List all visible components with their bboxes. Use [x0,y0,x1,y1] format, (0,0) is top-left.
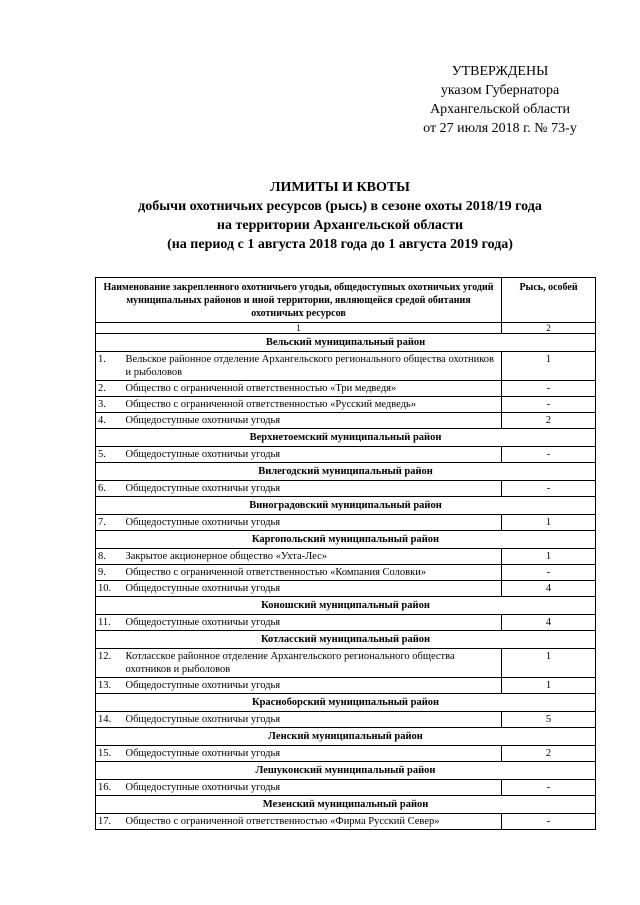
table-row [96,746,596,762]
hunting-ground-name: Общедоступные охотничьи угодья [122,712,502,728]
district-row [96,429,596,447]
hunting-ground-name: Общедоступные охотничьи угодья [122,515,502,531]
lynx-quota-value: 1 [502,352,596,381]
lynx-quota-value: 4 [502,581,596,597]
row-number: 16. [96,780,122,796]
approval-line-4: от 27 июля 2018 г. № 73-у [423,121,577,136]
row-number: 1. [96,352,122,381]
district-row [96,728,596,746]
row-number: 12. [96,649,122,678]
district-name: Котласский муниципальный район [96,631,596,649]
lynx-quota-value: 1 [502,515,596,531]
table-row [96,549,596,565]
lynx-quota-value: 5 [502,712,596,728]
district-name: Лешуконский муниципальный район [96,762,596,780]
header-value-cell: Рысь, особей [502,278,596,323]
table-row [96,515,596,531]
row-number: 14. [96,712,122,728]
row-number: 9. [96,565,122,581]
row-number: 3. [96,397,122,413]
lynx-quota-value: 1 [502,678,596,694]
row-number: 13. [96,678,122,694]
district-row [96,631,596,649]
table-row [96,352,596,381]
district-name: Ленский муниципальный район [96,728,596,746]
lynx-quota-value: 2 [502,746,596,762]
row-number: 7. [96,515,122,531]
hunting-ground-name: Котласское районное отделение Архангельского регионального общества охотников и рыболовов [122,649,502,678]
hunting-ground-name: Общедоступные охотничьи угодья [122,746,502,762]
hunting-ground-name: Общедоступные охотничьи угодья [122,615,502,631]
table-row [96,381,596,397]
district-row [96,762,596,780]
district-name: Виноградовский муниципальный район [96,497,596,515]
district-row [96,497,596,515]
row-number: 4. [96,413,122,429]
lynx-quota-value: - [502,814,596,830]
limits-table [95,277,596,830]
lynx-quota-value: - [502,447,596,463]
document-heading [60,178,620,254]
lynx-quota-value: - [502,780,596,796]
hunting-ground-name: Вельское районное отделение Архангельского регионального общества охотников и рыболовов [122,352,502,381]
table-header-row [96,278,596,323]
district-name: Красноборский муниципальный район [96,694,596,712]
table-row [96,814,596,830]
heading-title: ЛИМИТЫ И КВОТЫ [270,180,410,195]
hunting-ground-name: Общедоступные охотничьи угодья [122,413,502,429]
district-name: Коношский муниципальный район [96,597,596,615]
table-row [96,678,596,694]
district-row [96,694,596,712]
row-number: 8. [96,549,122,565]
lynx-quota-value: - [502,397,596,413]
table-row [96,413,596,429]
hunting-ground-name: Общедоступные охотничьи угодья [122,678,502,694]
district-row [96,796,596,814]
table-row [96,712,596,728]
district-name: Верхнетоемский муниципальный район [96,429,596,447]
district-name: Мезенский муниципальный район [96,796,596,814]
table-body [96,334,596,830]
hunting-ground-name: Общедоступные охотничьи угодья [122,780,502,796]
district-name: Вилегодский муниципальный район [96,463,596,481]
lynx-quota-value: - [502,481,596,497]
district-row [96,463,596,481]
approval-line-2: указом Губернатора [440,83,560,98]
row-number: 10. [96,581,122,597]
approval-block [380,62,620,138]
hunting-ground-name: Общество с ограниченной ответственностью «Компания Соловки» [122,565,502,581]
row-number: 11. [96,615,122,631]
heading-line-4: (на период с 1 августа 2018 года до 1 августа 2019 года) [167,237,513,252]
hunting-ground-name: Общество с ограниченной ответственностью «Три медведя» [122,381,502,397]
column-index-row [96,323,596,334]
district-name: Каргопольский муниципальный район [96,531,596,549]
table-row [96,581,596,597]
lynx-quota-value: 1 [502,549,596,565]
district-row [96,334,596,352]
lynx-quota-value: - [502,565,596,581]
lynx-quota-value: - [502,381,596,397]
heading-line-3: на территории Архангельской области [216,218,464,233]
lynx-quota-value: 4 [502,615,596,631]
hunting-ground-name: Общедоступные охотничьи угодья [122,581,502,597]
table-row [96,397,596,413]
district-row [96,531,596,549]
lynx-quota-value: 1 [502,649,596,678]
hunting-ground-name: Общество с ограниченной ответственностью «Фирма Русский Север» [122,814,502,830]
row-number: 6. [96,481,122,497]
row-number: 2. [96,381,122,397]
header-name-cell: Наименование закрепленного охотничьего угодья, общедоступных охотничьих угодий муниципальных районов и иной территории, являющейся средой обитания охотничьих ресурсов [96,278,502,323]
approval-line-3: Архангельской области [430,102,570,117]
approval-line-1: УТВЕРЖДЕНЫ [451,64,549,79]
table-row [96,565,596,581]
district-name: Вельский муниципальный район [96,334,596,352]
row-number: 17. [96,814,122,830]
heading-line-2: добычи охотничьих ресурсов (рысь) в сезоне охоты 2018/19 года [138,199,542,214]
lynx-quota-value: 2 [502,413,596,429]
table-row [96,649,596,678]
table-row [96,447,596,463]
hunting-ground-name: Общедоступные охотничьи угодья [122,481,502,497]
table-row [96,780,596,796]
table-row [96,481,596,497]
column-index-1: 1 [96,323,502,334]
row-number: 15. [96,746,122,762]
hunting-ground-name: Общество с ограниченной ответственностью «Русский медведь» [122,397,502,413]
hunting-ground-name: Общедоступные охотничьи угодья [122,447,502,463]
district-row [96,597,596,615]
column-index-2: 2 [502,323,596,334]
row-number: 5. [96,447,122,463]
hunting-ground-name: Закрытое акционерное общество «Ухта-Лес» [122,549,502,565]
table-row [96,615,596,631]
